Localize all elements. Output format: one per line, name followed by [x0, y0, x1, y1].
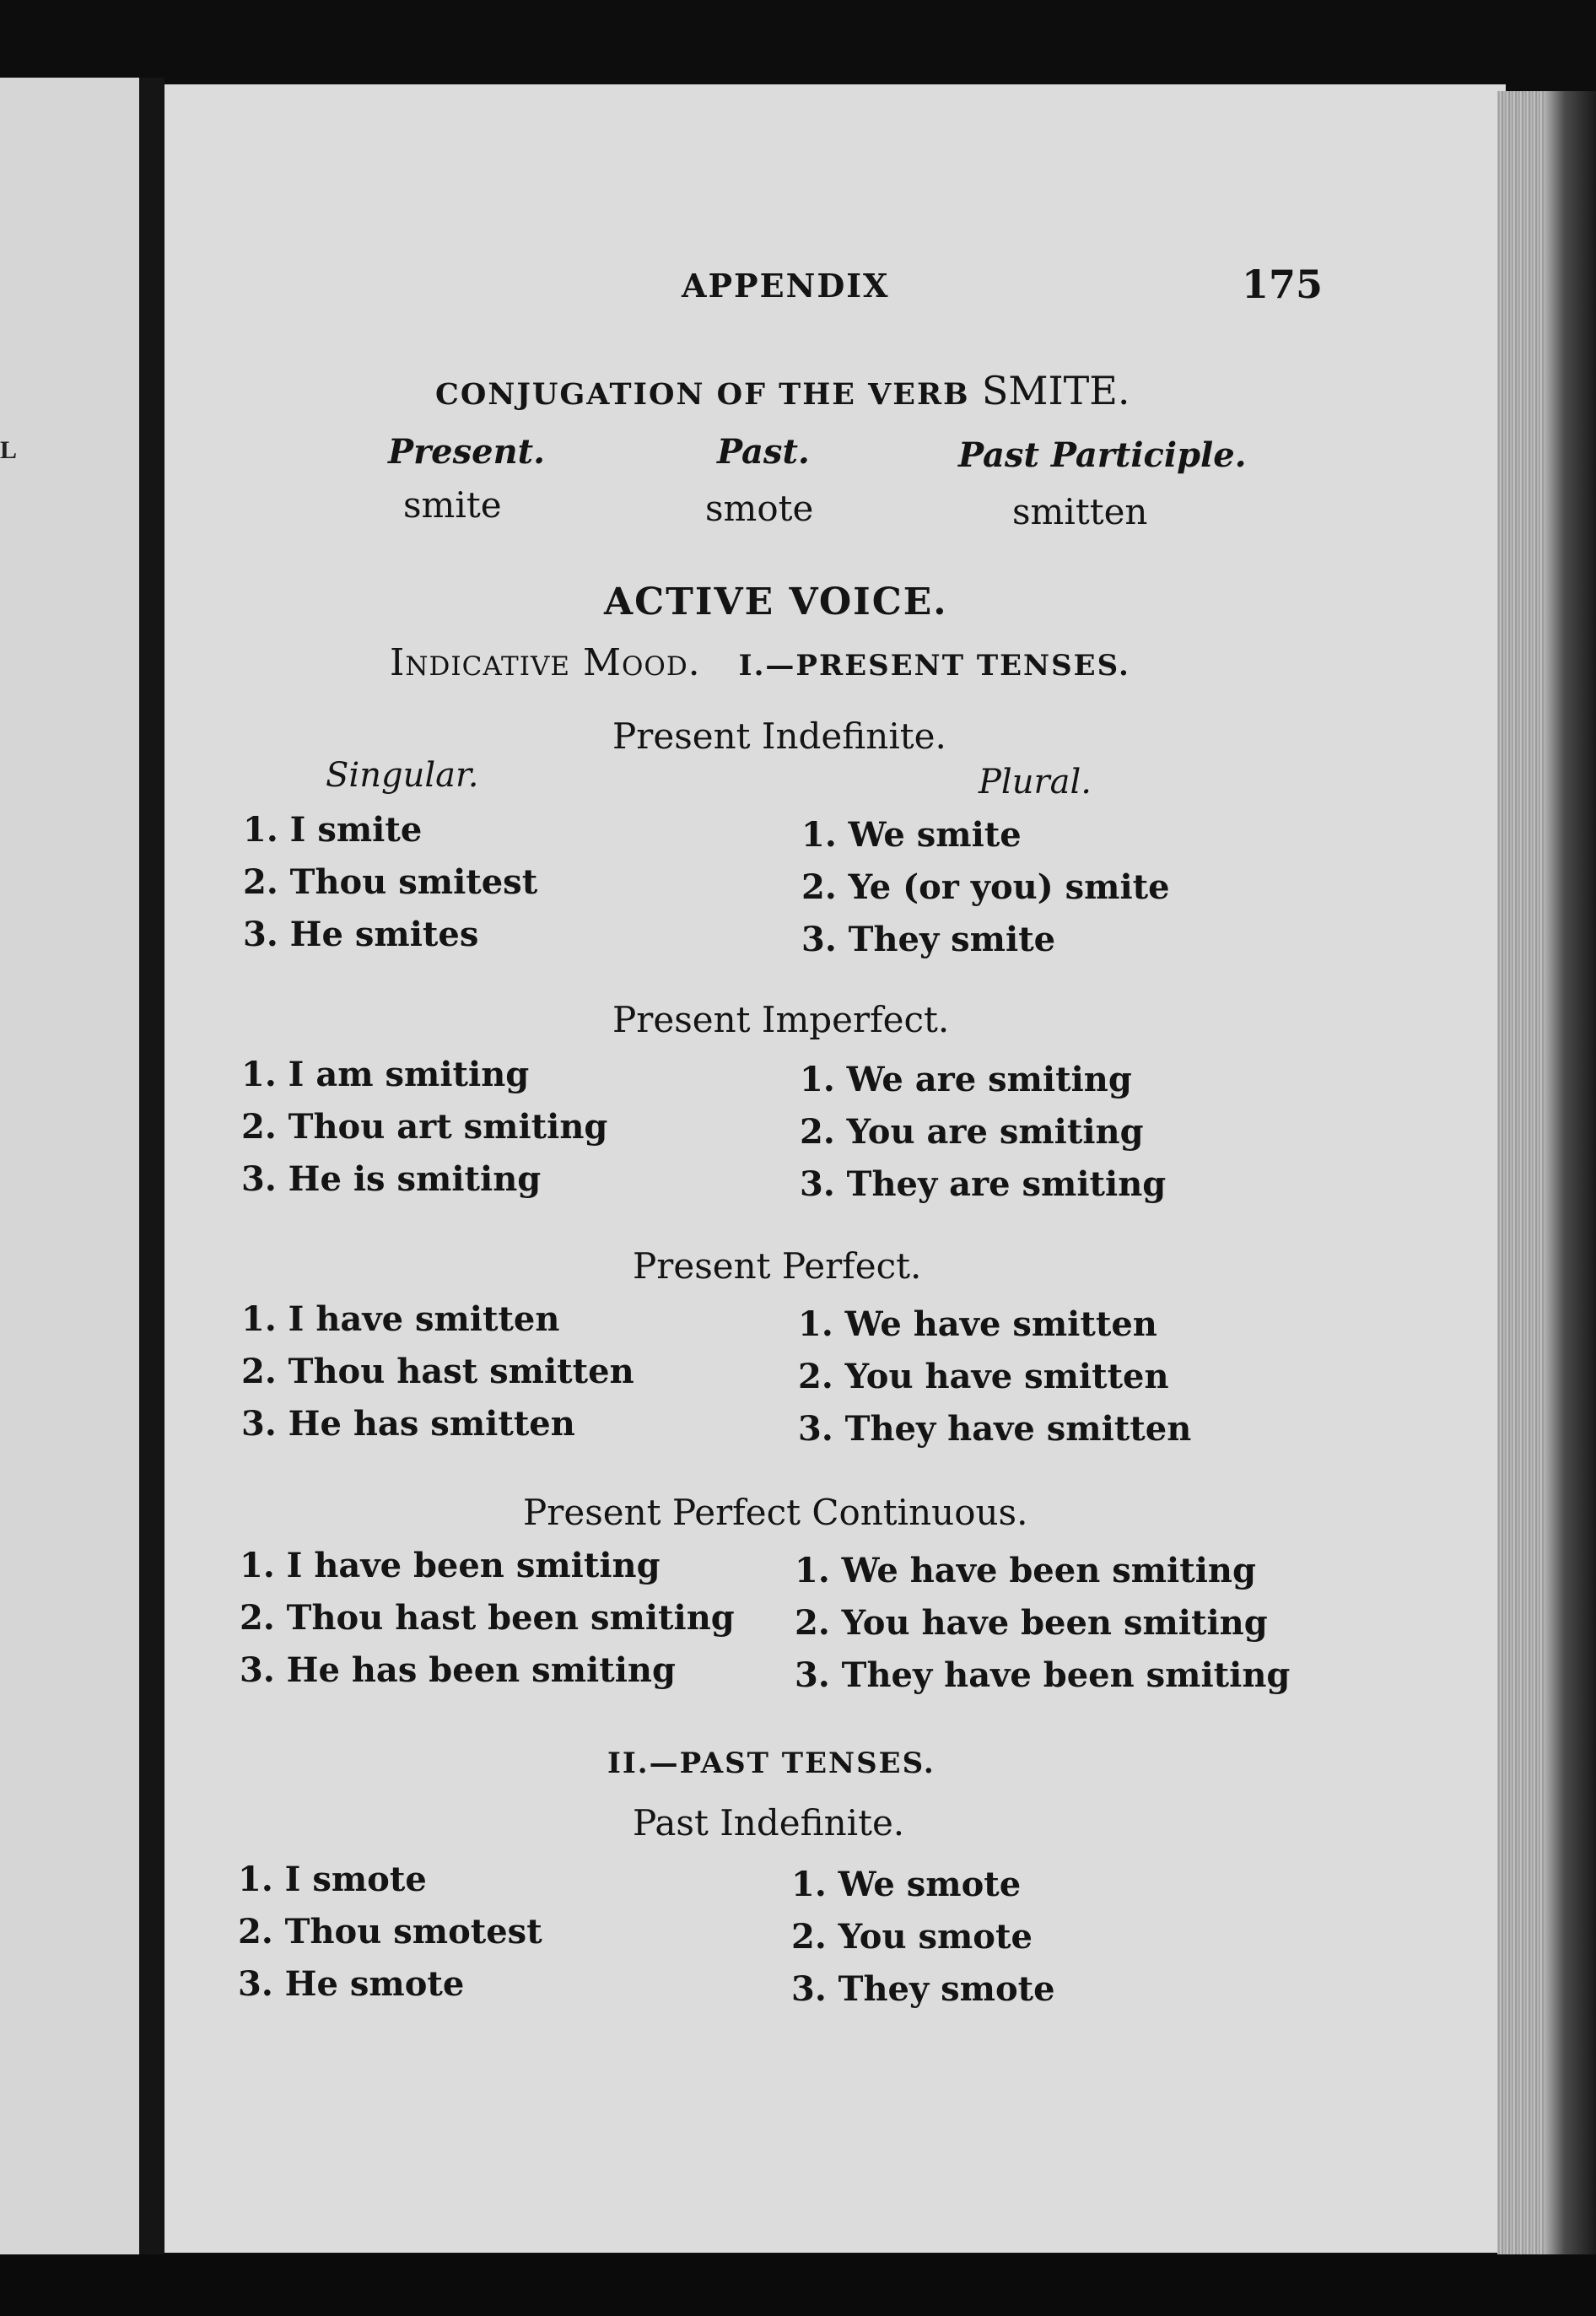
plural-form: 3. They smite	[801, 920, 1056, 959]
singular-form: 1. I smote	[238, 1860, 427, 1899]
singular-form: 3. He has smitten	[241, 1404, 575, 1444]
past-value: smote	[705, 488, 814, 529]
past-participle-value: smitten	[1012, 491, 1148, 532]
plural-form: 3. They smote	[791, 1969, 1055, 2009]
singular-form: 1. I smite	[243, 810, 423, 850]
mood-name: Indicative Mood.	[390, 641, 701, 684]
past-participle-label: Past Participle.	[958, 435, 1247, 475]
singular-form: 3. He has been smiting	[240, 1650, 676, 1690]
singular-form: 1. I am smiting	[241, 1055, 530, 1094]
book-gutter	[139, 78, 164, 2271]
singular-form: 2. Thou smotest	[238, 1912, 542, 1952]
singular-heading: Singular.	[326, 756, 479, 795]
singular-form: 2. Thou hast smitten	[241, 1352, 634, 1391]
plural-form: 3. They have smitten	[798, 1409, 1192, 1449]
plural-form: 2. Ye (or you) smite	[801, 867, 1170, 907]
plural-form: 2. You smote	[791, 1917, 1033, 1957]
past-tenses-heading: II.—PAST TENSES.	[607, 1746, 935, 1780]
plural-form: 1. We have smitten	[798, 1304, 1157, 1344]
running-head: APPENDIX	[682, 267, 890, 305]
page-edge-shadow	[1544, 91, 1596, 2259]
conjugation-title	[435, 368, 1130, 413]
voice-title: ACTIVE VOICE.	[604, 580, 948, 624]
conjugation-verb: SMITE.	[981, 368, 1130, 413]
tense-title-present-perfect: Present Perfect.	[633, 1245, 922, 1287]
plural-heading: Plural.	[979, 763, 1092, 802]
singular-form: 2. Thou hast been smiting	[240, 1598, 735, 1638]
singular-form: 3. He is smiting	[241, 1159, 542, 1199]
plural-form: 2. You are smiting	[800, 1112, 1144, 1152]
tense-title-present-perfect-continuous: Present Perfect Continuous.	[523, 1492, 1028, 1533]
plural-form: 2. You have been smiting	[795, 1603, 1268, 1643]
conjugation-title-prefix: CONJUGATION OF THE VERB	[435, 377, 970, 412]
singular-form: 3. He smites	[243, 915, 479, 954]
singular-form: 1. I have smitten	[241, 1299, 560, 1339]
present-label: Present.	[388, 432, 546, 472]
plural-form: 1. We smote	[791, 1865, 1022, 1904]
plural-form: 1. We smite	[801, 815, 1022, 855]
left-page-edge-letter: L	[0, 436, 18, 464]
tense-title-past-indefinite: Past Indefinite.	[633, 1802, 905, 1844]
plural-form: 1. We have been smiting	[795, 1551, 1256, 1590]
singular-form: 2. Thou smitest	[243, 862, 538, 902]
page-number: 175	[1242, 262, 1324, 307]
left-facing-page	[0, 78, 139, 2254]
plural-form: 2. You have smitten	[798, 1357, 1169, 1396]
past-label: Past.	[717, 432, 810, 472]
page-edges	[1497, 91, 1544, 2259]
tense-title-present-indefinite: Present Indefinite.	[612, 715, 946, 757]
present-tenses-heading: I.—PRESENT TENSES.	[738, 649, 1130, 683]
tense-title-present-imperfect: Present Imperfect.	[612, 999, 950, 1040]
singular-form: 3. He smote	[238, 1964, 465, 2004]
plural-form: 3. They are smiting	[800, 1164, 1167, 1204]
singular-form: 2. Thou art smiting	[241, 1107, 608, 1147]
singular-form: 1. I have been smiting	[240, 1546, 661, 1585]
plural-form: 3. They have been smiting	[795, 1655, 1291, 1695]
mood-line	[390, 641, 1130, 684]
plural-form: 1. We are smiting	[800, 1060, 1132, 1099]
bottom-background	[0, 2254, 1596, 2316]
present-value: smite	[403, 484, 502, 526]
